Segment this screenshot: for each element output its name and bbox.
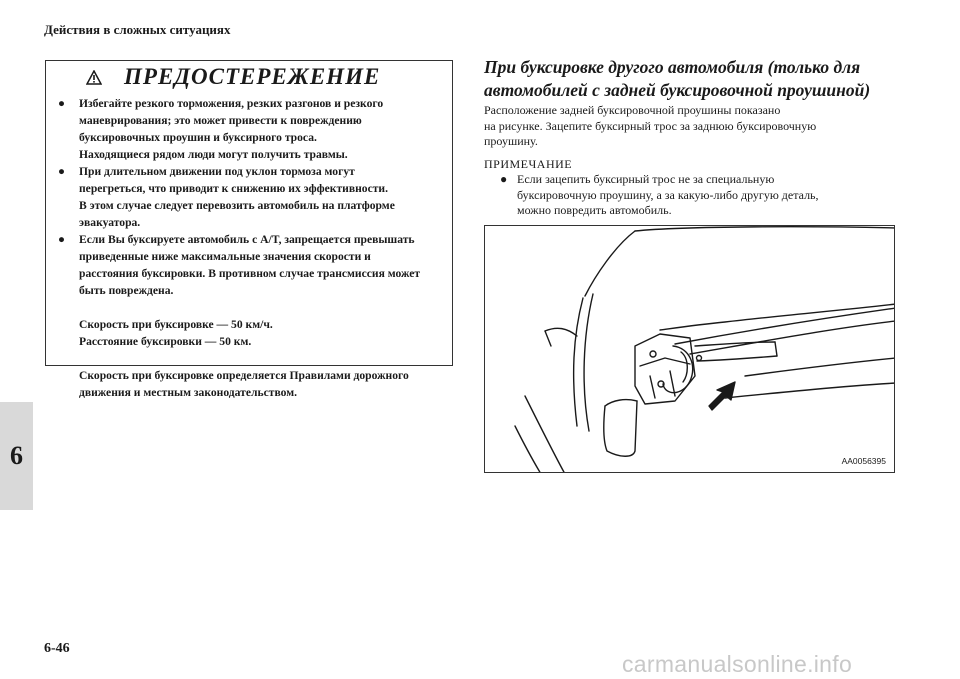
chapter-tab [0, 402, 33, 510]
body-text-line: Расположение задней буксировочной проушины показано [484, 103, 781, 117]
bullet-icon: ● [58, 233, 66, 246]
warning-text-line: приведенные ниже максимальные значения скорости и [79, 250, 371, 263]
tow-hook-figure [484, 225, 895, 473]
warning-text-line: расстояния буксировки. В противном случае трансмиссия может [79, 267, 421, 280]
bullet-icon: ● [500, 172, 508, 186]
towing-rules [54, 367, 442, 401]
warning-text-line: В этом случае следует перевозить автомобиль на платформе [79, 199, 395, 212]
warning-text-line: Избегайте резкого торможения, резких разгонов и резкого [79, 97, 384, 110]
warning-item [54, 231, 442, 299]
section-heading-line: При буксировке другого автомобиля (только для [484, 57, 861, 77]
warning-item [54, 95, 442, 163]
section-heading-line: автомобилей с задней буксировочной проушиной) [484, 80, 871, 100]
warning-text-line: эвакуатора. [79, 216, 141, 229]
warning-text-line: Скорость при буксировке определяется Правилами дорожного [79, 369, 409, 382]
warning-text-line: перегреться, что приводит к снижению их эффективности. [79, 182, 389, 195]
warning-box [45, 60, 453, 399]
running-header: Действия в сложных ситуациях [44, 22, 231, 37]
towing-limits [54, 316, 442, 350]
warning-text-line: движения и местным законодательством. [79, 386, 298, 399]
tow-hook-illustration [485, 226, 895, 473]
figure-code: AA0056395 [841, 456, 886, 466]
bullet-icon: ● [58, 165, 66, 178]
warning-text-line: При длительном движении под уклон тормоза могут [79, 165, 355, 178]
bullet-icon: ● [58, 97, 66, 110]
warning-text-line: быть повреждена. [79, 284, 174, 297]
warning-text-line: буксировочных проушин и буксирного троса. [79, 131, 317, 144]
note-text-line: Если зацепить буксирный трос не за специальную [517, 172, 775, 186]
note-label: ПРИМЕЧАНИЕ [484, 157, 573, 171]
warning-text-line: Если Вы буксируете автомобиль с A/T, запрещается превышать [79, 233, 415, 246]
warning-triangle-icon [86, 70, 102, 85]
towing-distance-limit: Расстояние буксировки — 50 км. [79, 335, 252, 348]
warning-header [46, 61, 452, 93]
warning-item [54, 163, 442, 231]
towing-speed-limit: Скорость при буксировке — 50 км/ч. [79, 318, 273, 331]
warning-text-line: Находящиеся рядом люди могут получить травмы. [79, 148, 348, 161]
warning-body [54, 95, 442, 401]
page-number: 6-46 [44, 641, 70, 656]
note-item [500, 172, 937, 219]
section-heading [484, 56, 924, 102]
body-text-line: проушину. [484, 134, 538, 148]
note-text-line: можно повредить автомобиль. [517, 203, 672, 217]
note-text-line: буксировочную проушину, а за какую-либо другую деталь, [517, 187, 819, 202]
warning-title: ПРЕДОСТЕРЕЖЕНИЕ [124, 64, 381, 89]
chapter-number: 6 [10, 441, 23, 470]
section-body [484, 103, 924, 150]
watermark: carmanualsonline.info [622, 651, 853, 677]
body-text-line: на рисунке. Зацепите буксирный трос за заднюю буксировочную [484, 118, 817, 133]
warning-text-line: маневрирования; это может привести к повреждению [79, 114, 362, 127]
